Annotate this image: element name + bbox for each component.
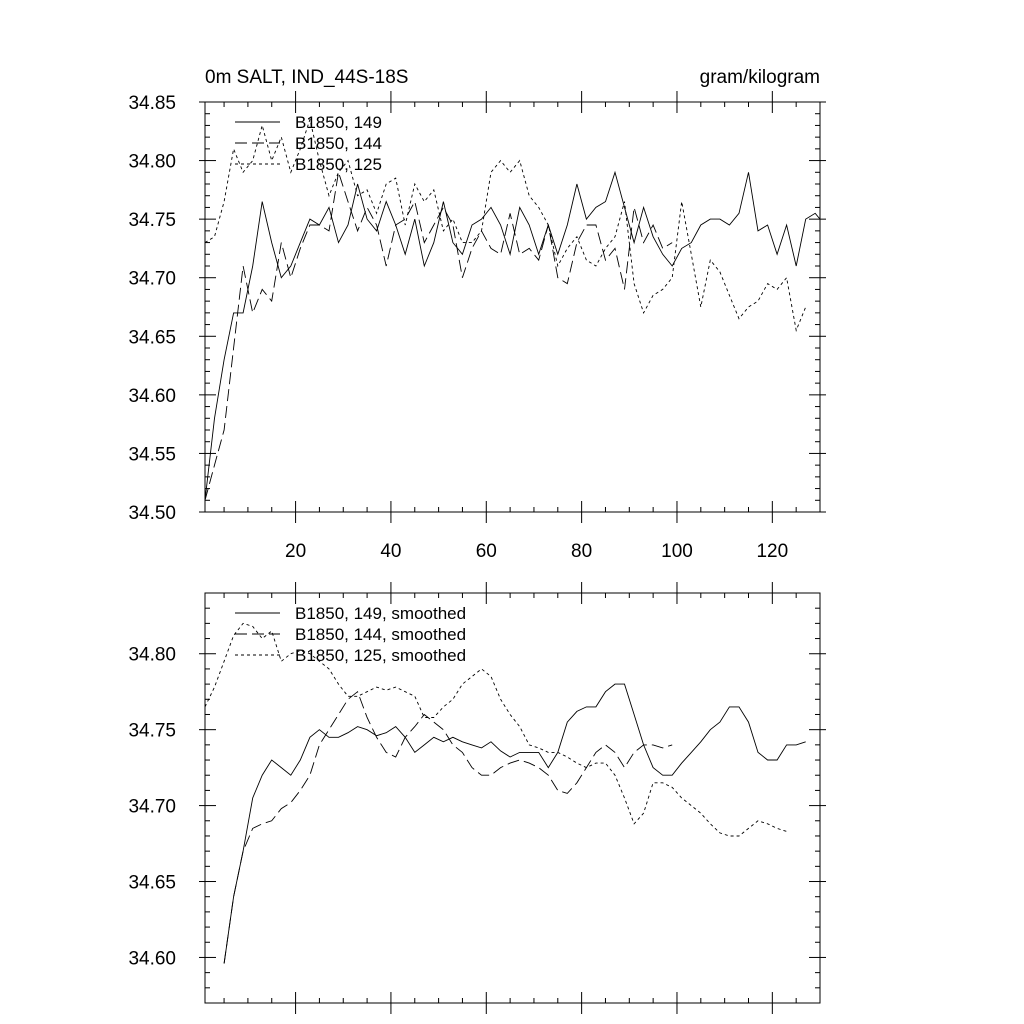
legend-label: B1850, 149, smoothed [295, 604, 467, 623]
y-tick-label: 34.70 [128, 796, 176, 818]
chart-title-right: gram/kilogram [699, 67, 820, 88]
legend-label: B1850, 144 [295, 134, 382, 153]
x-tick-label: 80 [571, 541, 593, 562]
legend-label: B1850, 144, smoothed [295, 625, 467, 644]
x-tick-label: 60 [475, 541, 497, 562]
series-line-1 [224, 684, 806, 963]
x-tick-label: 40 [380, 541, 402, 562]
series-line-1 [205, 172, 820, 500]
x-tick-label: 100 [661, 541, 693, 562]
bottom-chart-panel [128, 582, 826, 1014]
y-tick-label: 34.60 [128, 948, 176, 970]
chart-title-left: 0m SALT, IND_44S-18S [205, 67, 409, 88]
series-line-3 [205, 623, 787, 836]
legend-label: B1850, 149 [295, 113, 382, 132]
y-tick-label: 34.70 [128, 268, 176, 290]
y-tick-label: 34.50 [128, 503, 176, 524]
y-tick-label: 34.60 [128, 385, 176, 407]
y-tick-label: 34.75 [128, 210, 176, 232]
y-tick-label: 34.55 [128, 444, 176, 466]
top-chart-panel [128, 67, 826, 562]
legend-label: B1850, 125 [295, 155, 382, 174]
y-tick-label: 34.75 [128, 720, 176, 742]
y-tick-label: 34.80 [128, 644, 176, 666]
y-tick-label: 34.85 [128, 93, 176, 114]
y-tick-label: 34.80 [128, 151, 176, 173]
legend-label: B1850, 125, smoothed [295, 646, 467, 665]
y-tick-label: 34.65 [128, 327, 176, 349]
x-tick-label: 120 [756, 541, 789, 562]
series-line-2 [224, 692, 672, 964]
y-tick-label: 34.65 [128, 872, 176, 894]
x-tick-label: 20 [285, 541, 307, 562]
